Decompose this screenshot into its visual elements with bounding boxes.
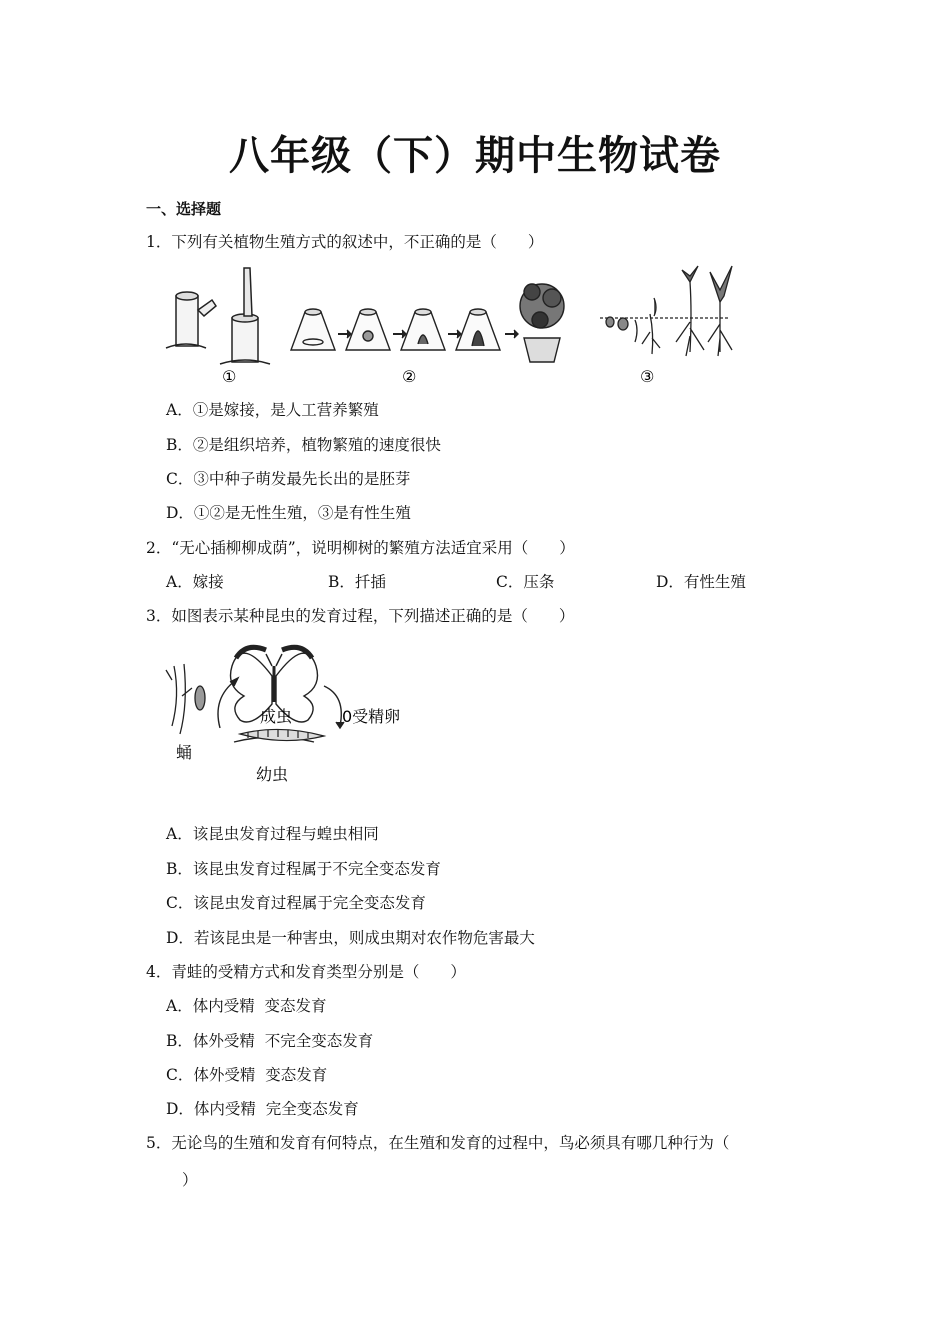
tissue-culture-illustration [291, 284, 564, 362]
label-larva: 幼虫 [256, 765, 289, 784]
grafting-illustration [166, 268, 270, 364]
q1-option-d[interactable]: D．①②是无性生殖，③是有性生殖 [166, 504, 411, 522]
q1-option-b[interactable]: B．②是组织培养，植物繁殖的速度很快 [166, 436, 441, 454]
question-4-stem: 4．青蛙的受精方式和发育类型分别是（ ） [146, 963, 466, 981]
question-5-stem: 5．无论鸟的生殖和发育有何特点，在生殖和发育的过程中，鸟必须具有哪几种行为（ [146, 1134, 730, 1152]
q1-option-c[interactable]: C．③中种子萌发最先长出的是胚芽 [166, 470, 411, 488]
figure-label-3: ③ [640, 367, 655, 386]
q4-option-c[interactable]: C．体外受精 变态发育 [166, 1066, 328, 1084]
q2-option-c[interactable]: C．压条 [496, 573, 555, 591]
q2-option-d[interactable]: D．有性生殖 [656, 573, 746, 591]
figure-label-2: ② [402, 367, 417, 386]
question-2-stem: 2．“无心插柳柳成荫”，说明柳树的繁殖方法适宜采用（ ） [146, 539, 575, 557]
q3-option-d[interactable]: D．若该昆虫是一种害虫，则成虫期对农作物危害最大 [166, 929, 535, 947]
q4-option-a[interactable]: A．体内受精 变态发育 [166, 997, 327, 1015]
figure-label-1: ① [222, 367, 237, 386]
q2-option-b[interactable]: B．扦插 [328, 573, 386, 591]
q1-option-a[interactable]: A．①是嫁接，是人工营养繁殖 [166, 401, 379, 419]
q4-option-b[interactable]: B．体外受精 不完全变态发育 [166, 1032, 374, 1050]
pupa-illustration [166, 664, 205, 734]
q3-option-b[interactable]: B．该昆虫发育过程属于不完全变态发育 [166, 860, 441, 878]
plant-reproduction-figure [160, 262, 740, 387]
section-heading: 一、选择题 [146, 200, 222, 218]
q4-option-d[interactable]: D．体内受精 完全变态发育 [166, 1100, 359, 1118]
question-3-stem: 3．如图表示某种昆虫的发育过程，下列描述正确的是（ ） [146, 607, 575, 625]
insect-life-cycle-figure [164, 636, 424, 788]
label-pupa: 蛹 [176, 743, 193, 762]
q3-option-a[interactable]: A．该昆虫发育过程与蝗虫相同 [166, 825, 379, 843]
seed-germination-illustration [600, 266, 732, 356]
q3-option-c[interactable]: C．该昆虫发育过程属于完全变态发育 [166, 894, 426, 912]
q2-option-a[interactable]: A．嫁接 [166, 573, 224, 591]
question-5-stem-continued: ） [182, 1171, 198, 1189]
label-adult: 成虫 [260, 707, 293, 726]
label-fertilized-egg: 0受精卵 [342, 707, 401, 726]
page-title: 八年级（下）期中生物试卷 [229, 132, 721, 179]
question-1-stem: 1．下列有关植物生殖方式的叙述中，不正确的是（ ） [146, 233, 544, 251]
